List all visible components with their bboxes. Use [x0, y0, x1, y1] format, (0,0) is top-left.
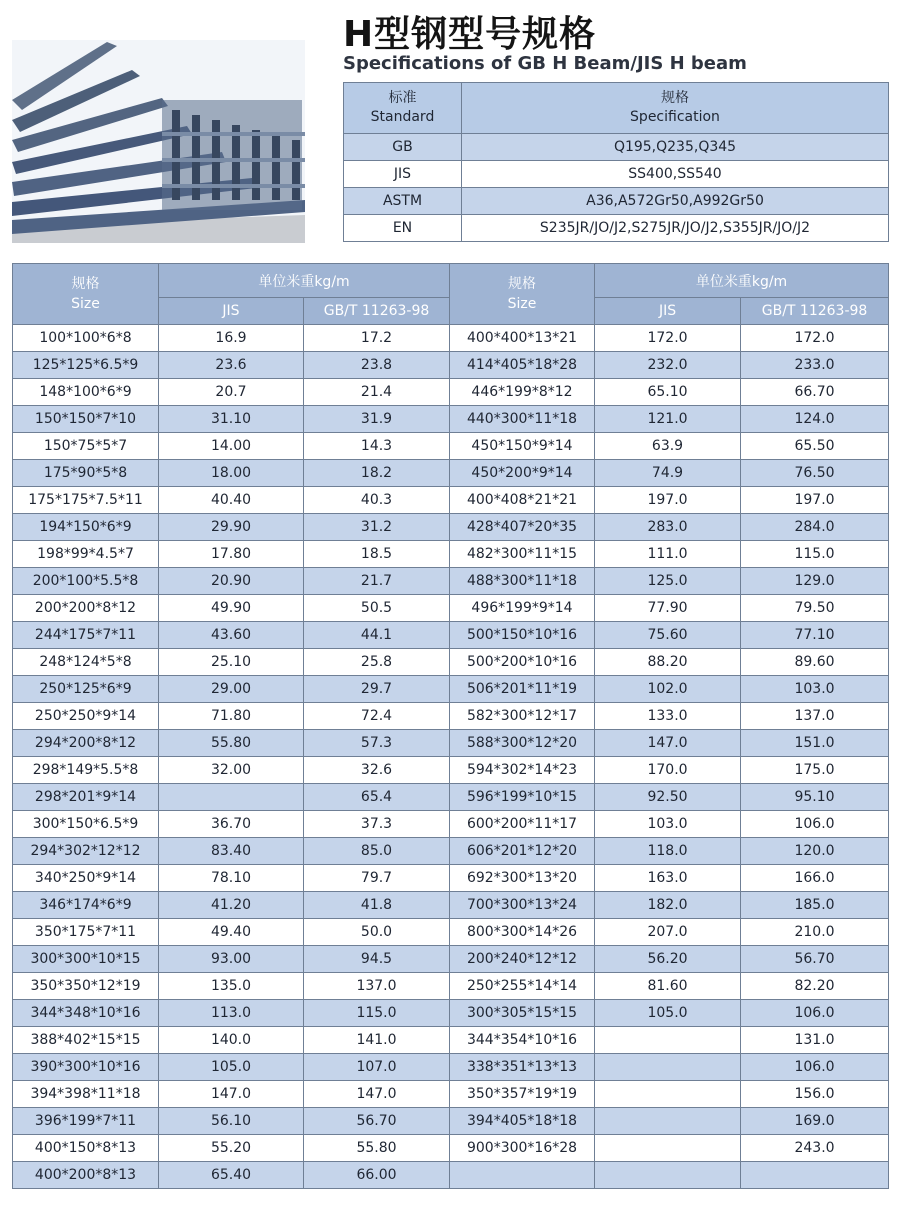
gb-column-header: GB/T 11263-98 [304, 298, 450, 325]
table-row [13, 676, 889, 703]
spec-cell: Q195,Q235,Q345 [462, 134, 889, 161]
jis-weight-cell: 49.90 [159, 595, 304, 622]
size-header-en: Size [507, 296, 537, 312]
table-row [13, 865, 889, 892]
jis-weight-cell [159, 784, 304, 811]
gb-weight-cell: 106.0 [741, 811, 889, 838]
jis-weight-cell: 78.10 [159, 865, 304, 892]
jis-weight-cell: 74.9 [595, 460, 741, 487]
gb-weight-cell: 44.1 [304, 622, 450, 649]
gb-weight-cell: 95.10 [741, 784, 889, 811]
size-cell: 350*350*12*19 [13, 973, 159, 1000]
size-cell: 700*300*13*24 [450, 892, 595, 919]
gb-weight-cell: 66.70 [741, 379, 889, 406]
size-cell: 596*199*10*15 [450, 784, 595, 811]
h-beam-stack-illustration [12, 40, 305, 243]
gb-weight-cell: 137.0 [304, 973, 450, 1000]
gb-weight-cell: 172.0 [741, 325, 889, 352]
table-row [13, 649, 889, 676]
gb-column-header: GB/T 11263-98 [741, 298, 889, 325]
gb-weight-cell: 120.0 [741, 838, 889, 865]
table-row [13, 757, 889, 784]
jis-weight-cell [595, 1108, 741, 1135]
size-cell: 900*300*16*28 [450, 1135, 595, 1162]
table-row [13, 406, 889, 433]
size-cell: 394*405*18*18 [450, 1108, 595, 1135]
jis-weight-cell: 31.10 [159, 406, 304, 433]
size-cell: 394*398*11*18 [13, 1081, 159, 1108]
size-cell: 200*200*8*12 [13, 595, 159, 622]
size-cell: 350*175*7*11 [13, 919, 159, 946]
table-row [13, 1081, 889, 1108]
gb-weight-cell: 66.00 [304, 1162, 450, 1189]
standard-cell: ASTM [344, 188, 462, 215]
standards-header-row [344, 83, 889, 134]
size-cell: 294*200*8*12 [13, 730, 159, 757]
jis-weight-cell: 29.00 [159, 676, 304, 703]
gb-weight-cell: 129.0 [741, 568, 889, 595]
jis-weight-cell [595, 1054, 741, 1081]
size-cell: 200*100*5.5*8 [13, 568, 159, 595]
gb-weight-cell: 156.0 [741, 1081, 889, 1108]
gb-weight-cell: 31.2 [304, 514, 450, 541]
standard-cell: EN [344, 215, 462, 242]
size-cell: 400*408*21*21 [450, 487, 595, 514]
table-row [13, 1054, 889, 1081]
size-column-header [450, 264, 595, 325]
table-row [13, 352, 889, 379]
table-row [13, 838, 889, 865]
table-row [13, 568, 889, 595]
size-cell: 400*200*8*13 [13, 1162, 159, 1189]
table-row [13, 919, 889, 946]
gb-weight-cell: 85.0 [304, 838, 450, 865]
jis-weight-cell: 113.0 [159, 1000, 304, 1027]
h-beam-stack-photo [12, 40, 305, 243]
jis-weight-cell: 88.20 [595, 649, 741, 676]
gb-weight-cell: 197.0 [741, 487, 889, 514]
jis-weight-cell: 105.0 [159, 1054, 304, 1081]
size-cell: 600*200*11*17 [450, 811, 595, 838]
gb-weight-cell: 103.0 [741, 676, 889, 703]
table-row [13, 946, 889, 973]
jis-weight-cell: 32.00 [159, 757, 304, 784]
spec-cell: A36,A572Gr50,A992Gr50 [462, 188, 889, 215]
size-cell: 350*357*19*19 [450, 1081, 595, 1108]
size-cell: 388*402*15*15 [13, 1027, 159, 1054]
unit-weight-header: 单位米重kg/m [159, 264, 450, 298]
jis-weight-cell: 103.0 [595, 811, 741, 838]
size-cell: 396*199*7*11 [13, 1108, 159, 1135]
gb-weight-cell: 106.0 [741, 1054, 889, 1081]
jis-weight-cell: 77.90 [595, 595, 741, 622]
jis-weight-cell: 83.40 [159, 838, 304, 865]
table-row [13, 973, 889, 1000]
size-cell: 340*250*9*14 [13, 865, 159, 892]
gb-weight-cell: 124.0 [741, 406, 889, 433]
specification-column-header [462, 83, 889, 134]
gb-weight-cell: 151.0 [741, 730, 889, 757]
size-cell: 248*124*5*8 [13, 649, 159, 676]
gb-weight-cell: 106.0 [741, 1000, 889, 1027]
size-cell: 150*75*5*7 [13, 433, 159, 460]
table-row [13, 622, 889, 649]
size-cell: 250*125*6*9 [13, 676, 159, 703]
jis-weight-cell: 20.7 [159, 379, 304, 406]
jis-weight-cell: 92.50 [595, 784, 741, 811]
size-cell: 300*300*10*15 [13, 946, 159, 973]
jis-weight-cell: 170.0 [595, 757, 741, 784]
size-cell: 450*200*9*14 [450, 460, 595, 487]
jis-weight-cell: 56.20 [595, 946, 741, 973]
gb-weight-cell: 21.7 [304, 568, 450, 595]
spec-header-en: Specification [630, 109, 720, 125]
size-cell: 294*302*12*12 [13, 838, 159, 865]
size-cell: 194*150*6*9 [13, 514, 159, 541]
size-cell: 344*348*10*16 [13, 1000, 159, 1027]
size-cell: 250*255*14*14 [450, 973, 595, 1000]
gb-weight-cell: 55.80 [304, 1135, 450, 1162]
table-row [13, 1108, 889, 1135]
standard-column-header [344, 83, 462, 134]
standard-row [344, 188, 889, 215]
size-cell: 506*201*11*19 [450, 676, 595, 703]
size-cell [450, 1162, 595, 1189]
jis-weight-cell [595, 1162, 741, 1189]
size-cell: 800*300*14*26 [450, 919, 595, 946]
gb-weight-cell: 23.8 [304, 352, 450, 379]
standard-cell: JIS [344, 161, 462, 188]
size-cell: 390*300*10*16 [13, 1054, 159, 1081]
table-row [13, 892, 889, 919]
size-cell: 198*99*4.5*7 [13, 541, 159, 568]
size-cell: 244*175*7*11 [13, 622, 159, 649]
jis-weight-cell: 36.70 [159, 811, 304, 838]
gb-weight-cell: 18.5 [304, 541, 450, 568]
spec-cell: S235JR/JO/J2,S275JR/JO/J2,S355JR/JO/J2 [462, 215, 889, 242]
jis-weight-cell: 71.80 [159, 703, 304, 730]
jis-weight-cell: 93.00 [159, 946, 304, 973]
size-cell: 450*150*9*14 [450, 433, 595, 460]
size-cell: 148*100*6*9 [13, 379, 159, 406]
size-cell: 692*300*13*20 [450, 865, 595, 892]
table-row [13, 595, 889, 622]
jis-weight-cell: 65.10 [595, 379, 741, 406]
standard-row [344, 161, 889, 188]
jis-weight-cell: 56.10 [159, 1108, 304, 1135]
gb-weight-cell: 41.8 [304, 892, 450, 919]
table-row [13, 1027, 889, 1054]
jis-weight-cell: 25.10 [159, 649, 304, 676]
jis-weight-cell: 102.0 [595, 676, 741, 703]
gb-weight-cell: 77.10 [741, 622, 889, 649]
gb-weight-cell: 131.0 [741, 1027, 889, 1054]
gb-weight-cell: 82.20 [741, 973, 889, 1000]
jis-weight-cell: 147.0 [159, 1081, 304, 1108]
size-cell: 298*201*9*14 [13, 784, 159, 811]
jis-weight-cell: 125.0 [595, 568, 741, 595]
jis-weight-cell: 283.0 [595, 514, 741, 541]
table-row [13, 514, 889, 541]
jis-weight-cell: 147.0 [595, 730, 741, 757]
gb-weight-cell: 32.6 [304, 757, 450, 784]
size-cell: 125*125*6.5*9 [13, 352, 159, 379]
size-cell: 500*200*10*16 [450, 649, 595, 676]
size-cell: 428*407*20*35 [450, 514, 595, 541]
jis-weight-cell: 197.0 [595, 487, 741, 514]
jis-weight-cell: 118.0 [595, 838, 741, 865]
table-row [13, 1000, 889, 1027]
gb-weight-cell: 40.3 [304, 487, 450, 514]
gb-weight-cell: 107.0 [304, 1054, 450, 1081]
jis-weight-cell: 140.0 [159, 1027, 304, 1054]
table-row [13, 811, 889, 838]
weight-table [12, 263, 889, 1189]
jis-weight-cell: 49.40 [159, 919, 304, 946]
jis-weight-cell [595, 1081, 741, 1108]
jis-weight-cell: 172.0 [595, 325, 741, 352]
gb-weight-cell: 25.8 [304, 649, 450, 676]
size-cell: 606*201*12*20 [450, 838, 595, 865]
weight-table-body [13, 325, 889, 1189]
size-cell: 346*174*6*9 [13, 892, 159, 919]
size-cell: 100*100*6*8 [13, 325, 159, 352]
gb-weight-cell [741, 1162, 889, 1189]
gb-weight-cell: 56.70 [741, 946, 889, 973]
jis-weight-cell: 121.0 [595, 406, 741, 433]
unit-weight-header: 单位米重kg/m [595, 264, 889, 298]
gb-weight-cell: 72.4 [304, 703, 450, 730]
gb-weight-cell: 14.3 [304, 433, 450, 460]
size-cell: 400*400*13*21 [450, 325, 595, 352]
gb-weight-cell: 76.50 [741, 460, 889, 487]
gb-weight-cell: 37.3 [304, 811, 450, 838]
gb-weight-cell: 50.5 [304, 595, 450, 622]
size-cell: 200*240*12*12 [450, 946, 595, 973]
table-row [13, 460, 889, 487]
table-row [13, 433, 889, 460]
jis-weight-cell: 63.9 [595, 433, 741, 460]
jis-weight-cell: 17.80 [159, 541, 304, 568]
gb-weight-cell: 141.0 [304, 1027, 450, 1054]
gb-weight-cell: 79.50 [741, 595, 889, 622]
gb-weight-cell: 21.4 [304, 379, 450, 406]
size-cell: 582*300*12*17 [450, 703, 595, 730]
standard-cell: GB [344, 134, 462, 161]
size-cell: 400*150*8*13 [13, 1135, 159, 1162]
size-cell: 344*354*10*16 [450, 1027, 595, 1054]
jis-weight-cell: 105.0 [595, 1000, 741, 1027]
size-cell: 150*150*7*10 [13, 406, 159, 433]
standards-table [343, 82, 889, 242]
jis-column-header: JIS [159, 298, 304, 325]
gb-weight-cell: 169.0 [741, 1108, 889, 1135]
jis-weight-cell: 20.90 [159, 568, 304, 595]
jis-weight-cell [595, 1135, 741, 1162]
jis-weight-cell: 40.40 [159, 487, 304, 514]
table-row [13, 487, 889, 514]
jis-weight-cell: 65.40 [159, 1162, 304, 1189]
gb-weight-cell: 57.3 [304, 730, 450, 757]
jis-weight-cell: 182.0 [595, 892, 741, 919]
size-cell: 496*199*9*14 [450, 595, 595, 622]
jis-weight-cell: 81.60 [595, 973, 741, 1000]
gb-weight-cell: 137.0 [741, 703, 889, 730]
size-cell: 440*300*11*18 [450, 406, 595, 433]
gb-weight-cell: 31.9 [304, 406, 450, 433]
gb-weight-cell: 29.7 [304, 676, 450, 703]
standard-header-en: Standard [370, 109, 435, 125]
standard-row [344, 215, 889, 242]
standard-header-cn: 标准 [388, 90, 417, 106]
jis-weight-cell [595, 1027, 741, 1054]
size-cell: 250*250*9*14 [13, 703, 159, 730]
size-cell: 300*305*15*15 [450, 1000, 595, 1027]
jis-weight-cell: 55.80 [159, 730, 304, 757]
spec-cell: SS400,SS540 [462, 161, 889, 188]
size-cell: 482*300*11*15 [450, 541, 595, 568]
gb-weight-cell: 166.0 [741, 865, 889, 892]
table-row [13, 784, 889, 811]
gb-weight-cell: 115.0 [741, 541, 889, 568]
gb-weight-cell: 94.5 [304, 946, 450, 973]
size-header-en: Size [71, 296, 100, 312]
standard-row [344, 134, 889, 161]
gb-weight-cell: 18.2 [304, 460, 450, 487]
size-column-header [13, 264, 159, 325]
gb-weight-cell: 147.0 [304, 1081, 450, 1108]
table-row [13, 379, 889, 406]
size-cell: 175*90*5*8 [13, 460, 159, 487]
gb-weight-cell: 233.0 [741, 352, 889, 379]
jis-weight-cell: 18.00 [159, 460, 304, 487]
gb-weight-cell: 89.60 [741, 649, 889, 676]
gb-weight-cell: 243.0 [741, 1135, 889, 1162]
size-cell: 414*405*18*28 [450, 352, 595, 379]
size-cell: 500*150*10*16 [450, 622, 595, 649]
size-cell: 175*175*7.5*11 [13, 487, 159, 514]
table-row [13, 730, 889, 757]
table-row [13, 1162, 889, 1189]
gb-weight-cell: 50.0 [304, 919, 450, 946]
size-cell: 594*302*14*23 [450, 757, 595, 784]
gb-weight-cell: 185.0 [741, 892, 889, 919]
size-cell: 338*351*13*13 [450, 1054, 595, 1081]
size-cell: 300*150*6.5*9 [13, 811, 159, 838]
page-title: H型钢型号规格 [343, 14, 597, 55]
table-row [13, 1135, 889, 1162]
gb-weight-cell: 79.7 [304, 865, 450, 892]
jis-weight-cell: 55.20 [159, 1135, 304, 1162]
table-row [13, 703, 889, 730]
table-row [13, 541, 889, 568]
size-cell: 488*300*11*18 [450, 568, 595, 595]
jis-weight-cell: 207.0 [595, 919, 741, 946]
jis-weight-cell: 75.60 [595, 622, 741, 649]
jis-column-header: JIS [595, 298, 741, 325]
jis-weight-cell: 133.0 [595, 703, 741, 730]
size-cell: 446*199*8*12 [450, 379, 595, 406]
size-cell: 298*149*5.5*8 [13, 757, 159, 784]
gb-weight-cell: 56.70 [304, 1108, 450, 1135]
spec-header-cn: 规格 [661, 90, 689, 106]
jis-weight-cell: 111.0 [595, 541, 741, 568]
size-header-cn: 规格 [71, 276, 100, 292]
gb-weight-cell: 210.0 [741, 919, 889, 946]
jis-weight-cell: 43.60 [159, 622, 304, 649]
jis-weight-cell: 29.90 [159, 514, 304, 541]
gb-weight-cell: 175.0 [741, 757, 889, 784]
gb-weight-cell: 115.0 [304, 1000, 450, 1027]
gb-weight-cell: 65.4 [304, 784, 450, 811]
jis-weight-cell: 14.00 [159, 433, 304, 460]
gb-weight-cell: 17.2 [304, 325, 450, 352]
table-row [13, 325, 889, 352]
gb-weight-cell: 65.50 [741, 433, 889, 460]
size-header-cn: 规格 [508, 276, 537, 292]
jis-weight-cell: 23.6 [159, 352, 304, 379]
size-cell: 588*300*12*20 [450, 730, 595, 757]
jis-weight-cell: 135.0 [159, 973, 304, 1000]
jis-weight-cell: 41.20 [159, 892, 304, 919]
jis-weight-cell: 16.9 [159, 325, 304, 352]
page-subtitle: Specifications of GB H Beam/JIS H beam [343, 53, 747, 74]
weight-header-row [13, 264, 889, 298]
jis-weight-cell: 232.0 [595, 352, 741, 379]
jis-weight-cell: 163.0 [595, 865, 741, 892]
gb-weight-cell: 284.0 [741, 514, 889, 541]
